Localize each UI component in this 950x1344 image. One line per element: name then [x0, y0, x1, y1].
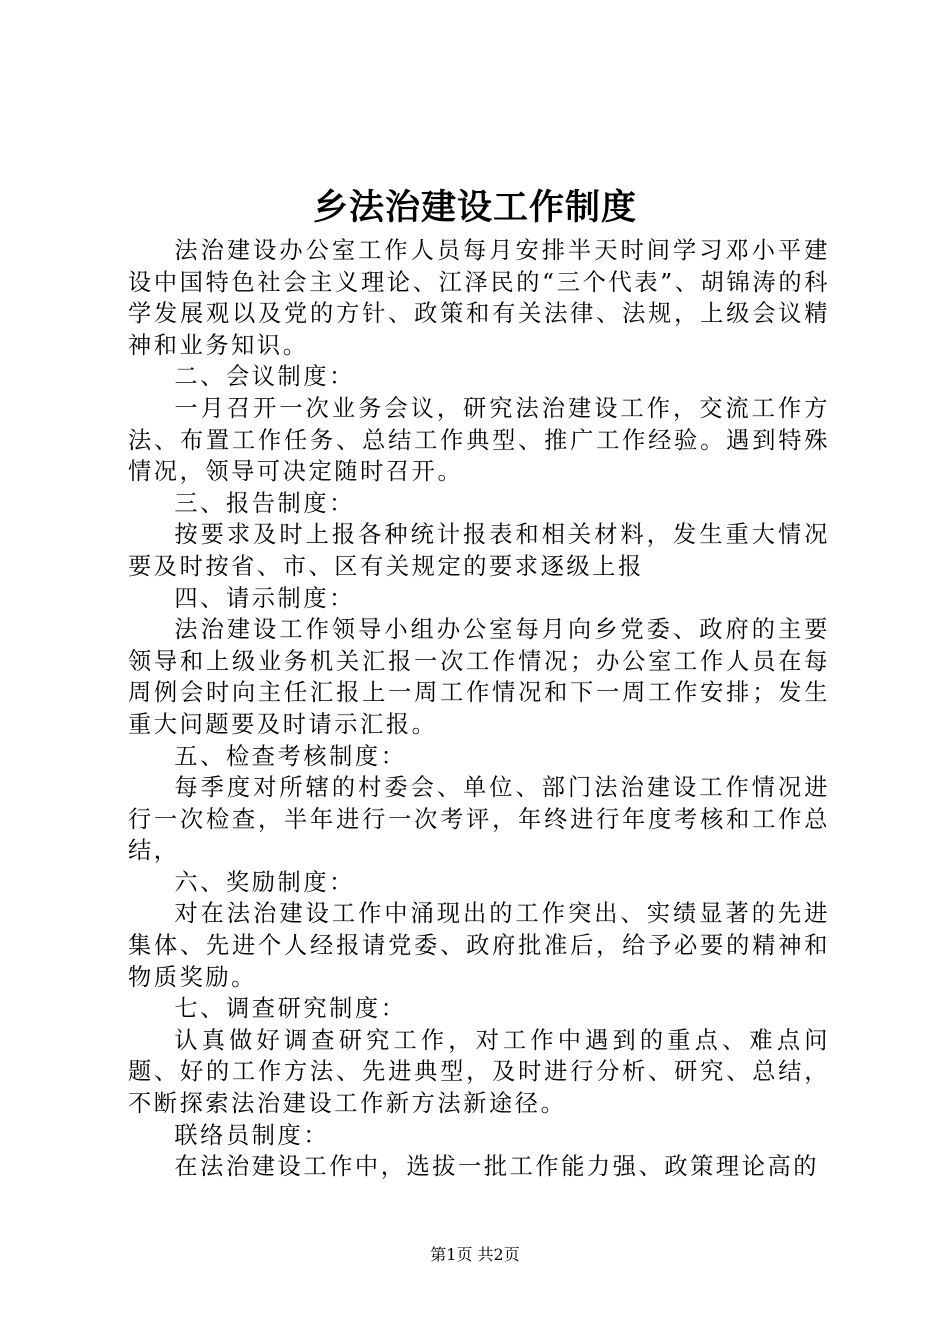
- page-number-footer: 第1页 共2页: [430, 1245, 520, 1264]
- section-heading-research: 七、调查研究制度：: [174, 995, 407, 1023]
- paragraph-meeting: 一月召开一次业务会议，研究法治建设工作，交流工作方法、布置工作任务、总结工作典型、推广工作经验。遇到特殊情况，领导可决定随时召开。: [128, 394, 830, 486]
- paragraph-study: 法治建设办公室工作人员每月安排半天时间学习邓小平建设中国特色社会主义理论、江泽民的“三个代表”、胡锦涛的科学发展观以及党的方针、政策和有关法律、法规，上级会议精神和业务知识。: [128, 237, 830, 359]
- section-heading-inspection: 五、检查考核制度：: [174, 742, 407, 770]
- paragraph-request: 法治建设工作领导小组办公室每月向乡党委、政府的主要领导和上级业务机关汇报一次工作情况；办公室工作人员在每周例会时向主任汇报上一周工作情况和下一周工作安排；发生重大问题要及时请示汇报。: [128, 616, 830, 738]
- section-heading-meeting: 二、会议制度：: [174, 363, 355, 391]
- document-body: [128, 235, 830, 1183]
- section-heading-reward: 六、奖励制度：: [174, 868, 355, 896]
- paragraph-research: 认真做好调查研究工作，对工作中遇到的重点、难点问题、好的工作方法、先进典型，及时进行分析、研究、总结，不断探索法治建设工作新方法新途径。: [128, 1026, 830, 1118]
- paragraph-inspection: 每季度对所辖的村委会、单位、部门法治建设工作情况进行一次检查，半年进行一次考评，年终进行年度考核和工作总结，: [128, 774, 830, 865]
- paragraph-liaison: 在法治建设工作中，选拔一批工作能力强、政策理论高的: [174, 1153, 820, 1181]
- section-heading-report: 三、报告制度：: [174, 489, 355, 517]
- paragraph-report: 按要求及时上报各种统计报表和相关材料，发生重大情况要及时按省、市、区有关规定的要求逐级上报: [128, 521, 830, 580]
- document-title: 乡法治建设工作制度: [312, 188, 637, 228]
- section-heading-liaison: 联络员制度：: [174, 1121, 330, 1149]
- paragraph-reward: 对在法治建设工作中涌现出的工作突出、实绩显著的先进集体、先进个人经报请党委、政府批准后，给予必要的精神和物质奖励。: [128, 900, 830, 991]
- section-heading-request: 四、请示制度：: [174, 584, 355, 612]
